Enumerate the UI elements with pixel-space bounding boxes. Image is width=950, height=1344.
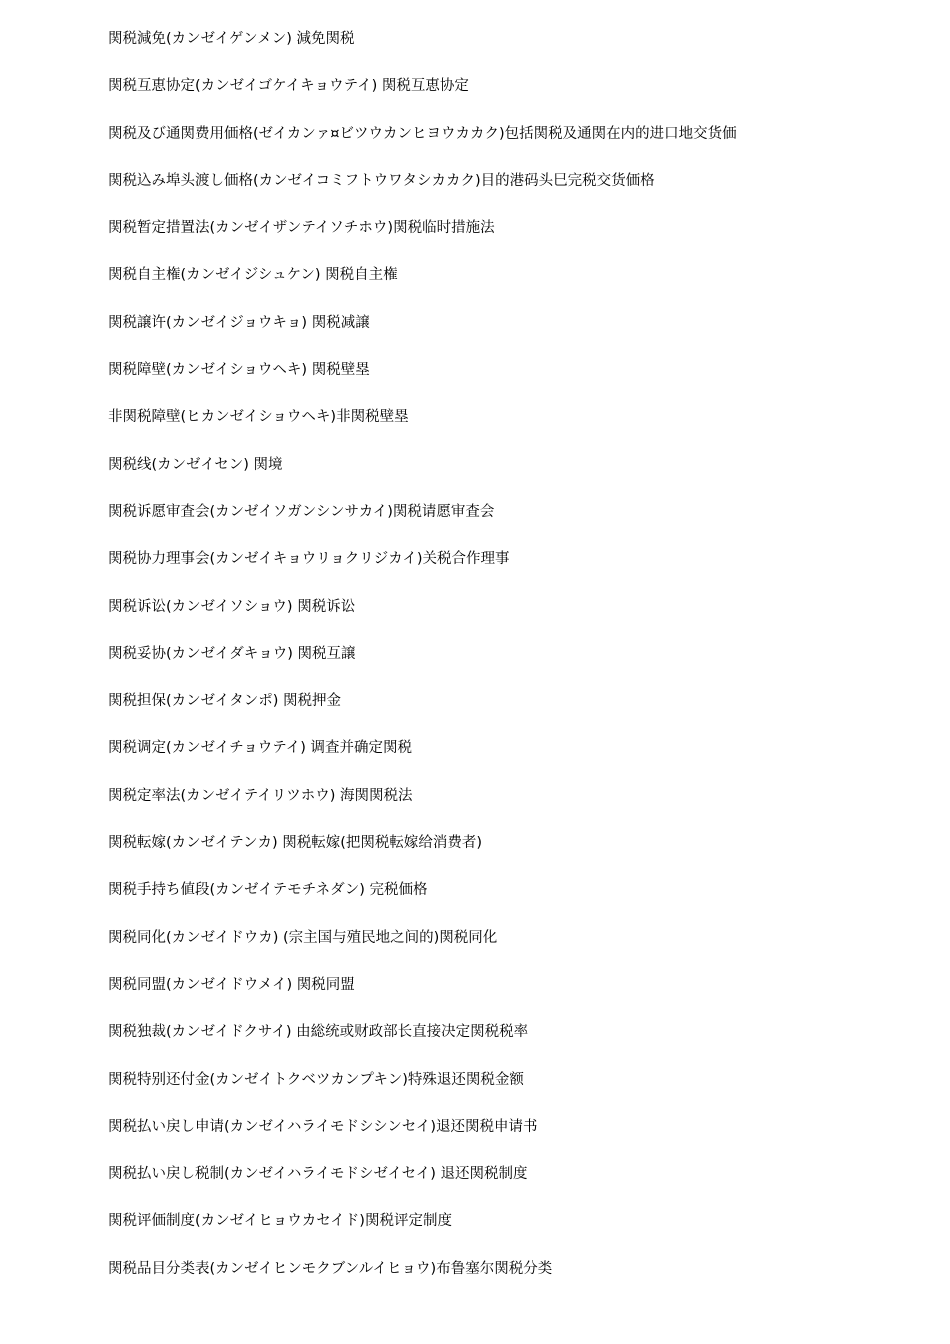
glossary-entry: 関税譲许(カンゼイジョウキョ) 関税减譲 [108,314,370,331]
glossary-entry: 関税暂定措置法(カンゼイザンテイソチホウ)関税临时措施法 [108,220,495,237]
glossary-entry: 関税互恵协定(カンゼイゴケイキョウテイ) 関税互恵协定 [108,78,469,95]
glossary-entry: 関税诉讼(カンゼイソショウ) 関税诉讼 [108,598,356,615]
glossary-entry: 関税评価制度(カンゼイヒョウカセイド)関税评定制度 [108,1213,452,1230]
glossary-entry: 関税诉愿审査会(カンゼイソガンシンサカイ)関税请愿审査会 [108,503,495,520]
glossary-entry: 関税定率法(カンゼイテイリツホウ) 海関関税法 [108,787,413,804]
glossary-entry: 関税払い戻し税制(カンゼイハライモドシゼイセイ) 退还関税制度 [108,1166,528,1183]
glossary-entry: 関税転嫁(カンゼイテンカ) 関税転嫁(把関税転嫁给消费者) [108,835,483,852]
glossary-entry-list [108,27,928,1304]
glossary-entry: 関税同化(カンゼイドウカ) (宗主国与殖民地之间的)関税同化 [108,929,498,946]
glossary-entry: 関税特别还付金(カンゼイトクベツカンプキン)特殊退还関税金额 [108,1071,524,1088]
glossary-entry: 関税独裁(カンゼイドクサイ) 由総统或财政部长直接决定関税税率 [108,1024,529,1041]
glossary-entry: 非関税障壁(ヒカンゼイショウヘキ)非関税壁塁 [108,409,409,426]
glossary-entry: 関税払い戻し申请(カンゼイハライモドシシンセイ)退还関税申请书 [108,1118,538,1135]
glossary-entry: 関税及び通関费用価格(ゼイカンァ¤ビツウカンヒヨウカカク)包括関税及通関在内的进口地交货価 [108,125,737,142]
glossary-entry: 関税込み埠头渡し価格(カンゼイコミフトウワタシカカク)目的港码头巳完税交货価格 [108,172,655,189]
glossary-entry: 関税手持ち値段(カンゼイテモチネダン) 完税価格 [108,882,428,899]
glossary-entry: 関税协力理事会(カンゼイキョウリョクリジカイ)关税合作理事 [108,551,510,568]
glossary-entry: 関税担保(カンゼイタンポ) 関税押金 [108,693,341,710]
glossary-entry: 関税线(カンゼイセン) 関境 [108,456,283,473]
glossary-entry: 関税減免(カンゼイゲンメン) 減免関税 [108,31,355,47]
glossary-entry: 関税自主権(カンゼイジシュケン) 関税自主権 [108,267,398,284]
glossary-entry: 関税妥协(カンゼイダキョウ) 関税互譲 [108,645,356,662]
glossary-entry: 関税调定(カンゼイチョウテイ) 调査并确定関税 [108,740,413,757]
glossary-entry: 関税同盟(カンゼイドウメイ) 関税同盟 [108,976,355,993]
glossary-entry: 関税障壁(カンゼイショウヘキ) 関税壁塁 [108,362,370,379]
glossary-entry: 関税品目分类表(カンゼイヒンモクブンルイヒョウ)布鲁塞尔関税分类 [108,1260,553,1277]
